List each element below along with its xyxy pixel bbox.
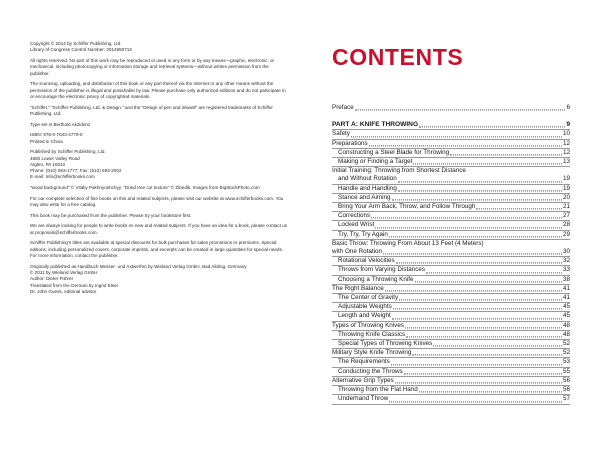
toc-rule [332,404,570,405]
toc-entry-label: Alternative Grip Types [332,376,394,384]
toc-entry-page: 53 [562,358,570,366]
copyright-paragraph: The scanning, uploading, and distribution of this book or any part thereof via the Internet or any other means without the permission of the publisher is illegal and punishable by law. Please purchase only authorized editions and do not participate in or encourage the electronic piracy of copyrighted materials. [30,81,286,99]
toc-entry [332,203,570,211]
toc-entry-page: 41 [562,294,570,302]
toc-entry-page: 21 [562,203,570,211]
toc-part-heading [332,121,570,129]
dot-leader [419,127,565,128]
toc-entry-label: Adjustable Weights [338,303,392,311]
dot-leader [385,290,562,291]
toc-entry-page: 33 [562,266,570,274]
toc-entry-page: 13 [562,158,570,166]
toc-entry-page: 28 [562,221,570,229]
dot-leader [398,181,562,182]
toc-entry [332,340,570,348]
toc-entry-label: Throwing Knife Classics [338,330,406,338]
toc-entry-label: Special Types of Throwing Knives [338,340,433,348]
dot-leader [406,336,562,337]
toc-entry-label: Military Style Knife Throwing [332,349,412,357]
dot-leader [383,254,562,255]
copyright-paragraph: "Schiffer," "Schiffer Publishing, Ltd. & Design," and the "Design of pen and inkwell" are registered trademarks of Schiffer Publishing, Ltd. [30,104,273,116]
toc-entry [332,167,570,175]
toc-entry-label: Preface [332,104,354,111]
contents-title: CONTENTS [332,44,464,70]
copyright-paragraph: Originally published as Handbuch Messer- und Axtwerfen by Wieland Verlag GmbH, Bad Aibling, Germany © 2011 by Wieland Verlag GmbH Author: Dieter Führer Translated from the German by Ingrid Elser Dr. John Guess, editorial advisor [30,263,247,294]
dot-leader [391,364,562,365]
toc-entry-label: Underhand Throw [338,395,389,403]
dot-leader [395,382,562,383]
dot-leader [392,318,562,319]
toc-entry-page: 38 [562,275,570,283]
toc-entry-page: 27 [562,212,570,220]
toc-entry-page: 56 [562,386,570,394]
toc-entry [332,395,570,403]
dot-leader [392,199,562,200]
dot-leader [419,392,562,393]
toc-entry-label: PART A: KNIFE THROWING [332,121,419,129]
toc-entry-page: 48 [562,321,570,329]
copyright-page [30,41,288,300]
toc-entry-page: 29 [562,230,570,238]
toc-entry-page: 48 [562,330,570,338]
dot-leader [399,300,562,301]
toc-entry [332,368,570,376]
toc-entry [332,303,570,311]
dot-leader [389,401,562,402]
dot-leader [426,272,562,273]
toc-entry-label: Stance and Aiming [338,193,391,201]
toc-entry-label: Length and Weight [338,312,391,320]
dot-leader [371,218,562,219]
toc-entry-label: The Requirements [338,358,390,366]
toc-entry-page: 52 [562,349,570,357]
dot-leader [396,263,562,264]
dot-leader [450,154,562,155]
dot-leader [476,209,562,210]
toc-entry-page: 20 [562,193,570,201]
toc-entry-label: and Without Rotation [338,175,397,183]
table-of-contents [332,104,570,405]
toc-entry-label: with One Rotation [332,248,383,256]
toc-entry-label: Rotational Velocities [338,257,395,265]
toc-entry [332,294,570,302]
dot-leader [413,164,562,165]
toc-entry-label: Basic Throw: Throwing From About 13 Feet (4 Meters) [332,239,484,247]
copyright-paragraph: "wood background" © Vitaliy Pakhnyushchyy. "Dried tree cut texture" © Zibedik. Images from BigStockPhoto.com [30,185,260,191]
toc-entry [332,386,570,394]
toc-entry-label: The Center of Gravity [338,294,399,302]
copyright-paragraph: For our complete selection of fine books on this and related subjects, please visit our website at www.schifferbooks.com. You may also write for a free catalog. [30,195,284,208]
dot-leader [415,281,562,282]
toc-entry-label: Constructing a Steel Blade for Throwing [338,148,450,156]
toc-entry [332,266,570,274]
toc-entry-page: 32 [562,257,570,265]
toc-entry-label: The Right Balance [332,284,384,292]
toc-entry [332,175,570,183]
toc-entry [332,140,570,148]
toc-entry [332,194,570,202]
copyright-paragraph: This book may be purchased from the publisher. Please try your bookstore first. [30,212,192,218]
toc-entry-page: 30 [562,248,570,256]
toc-entry [332,248,570,256]
toc-entry-label: Preparations [332,139,368,147]
toc-entry-page: 12 [562,139,570,147]
toc-entry [332,257,570,265]
dot-leader [369,145,562,146]
toc-entry-label: Corrections [338,212,371,220]
toc-entry-label: Conducting the Throws [338,367,403,375]
toc-entry-page: 10 [562,130,570,138]
toc-entry [332,285,570,293]
copyright-paragraph: All rights reserved. No part of this work may be reproduced or used in any form or by any means—graphic, electronic, or mechanical, including photocopying or information storage and retrieval systems—without written permission from the publisher. [30,57,275,76]
toc-entry-label: Types of Throwing Knives [332,321,404,329]
toc-entry-preface [332,104,570,112]
toc-entry [332,240,570,248]
toc-entry-page: 52 [562,340,570,348]
toc-entry-page: 57 [562,395,570,403]
dot-leader [398,190,562,191]
toc-entry [332,231,570,239]
copyright-paragraph: We are always looking for people to write books on new and related subjects. If you have an idea for a book, please contact us at proposals@schifferbooks.com. [30,223,288,235]
toc-entry [332,221,570,229]
dot-leader [389,236,562,237]
toc-entry [332,185,570,193]
toc-entry-page: 56 [562,376,570,384]
toc-entry-label: Initial Training: Throwing from Shortest Distance [332,167,466,175]
dot-leader [412,355,562,356]
toc-entry-label: Locked Wrist [338,221,375,229]
toc-entry [332,322,570,330]
toc-entry-page: 41 [562,284,570,292]
toc-entry-label: Bring Your Arm Back, Throw, and Follow Through [338,203,476,211]
toc-entry [332,130,570,138]
toc-entry-label: Making or Finding a Target [338,158,413,166]
toc-entry-page: 55 [562,367,570,375]
dot-leader [404,373,562,374]
toc-entry [332,149,570,157]
toc-entry [332,312,570,320]
toc-entry-page: 12 [562,148,570,156]
contents-page [332,0,570,450]
toc-entry-page: 9 [566,121,570,129]
toc-entry-page: 6 [566,104,570,111]
toc-entry [332,331,570,339]
toc-entry-label: Throwing from the Flat Hand [338,386,418,394]
dot-leader [351,136,562,137]
copyright-paragraph: ISBN: 978-0-7643-4779-5 Printed in China [30,132,83,144]
toc-entry [332,158,570,166]
toc-entry-page: 19 [562,175,570,183]
toc-entry [332,358,570,366]
toc-entry-label: Throws from Varying Distances [338,266,426,274]
toc-entry-label: Choosing a Throwing Knife [338,275,414,283]
toc-entry-label: Handle and Handling [338,184,397,192]
toc-entry-label: Try, Try, Try Again [338,230,388,238]
toc-entry-page: 45 [562,312,570,320]
copyright-paragraph: Type set in Berthold Akzidenz [30,121,91,127]
toc-entry-page: 45 [562,303,570,311]
toc-entry [332,276,570,284]
dot-leader [405,327,562,328]
copyright-paragraph: Published by Schiffer Publishing, Ltd. 4880 Lower Valley Road Atglen, PA 19310 Phone: (610) 593-1777; Fax: (610) 593-2002 E-mail: Info@schifferbooks.com [30,149,122,180]
dot-leader [433,346,562,347]
toc-entry [332,349,570,357]
toc-entry-label: Safety [332,130,350,138]
copyright-paragraph: Copyright © 2014 by Schiffer Publishing, Ltd. Library of Congress Control Number: 2014950716 [30,41,132,53]
toc-entry [332,377,570,385]
copyright-paragraph: Schiffer Publishing's titles are available at special discounts for bulk purchases for sales promotions or premiums. Special editions, including personalized covers, corporate imprints, and excerpts can be created in large quantities for special needs. For more information, contact the publisher. [30,240,284,259]
dot-leader [375,227,562,228]
dot-leader [355,110,566,111]
toc-entry [332,212,570,220]
dot-leader [393,309,562,310]
toc-entry-page: 19 [562,184,570,192]
